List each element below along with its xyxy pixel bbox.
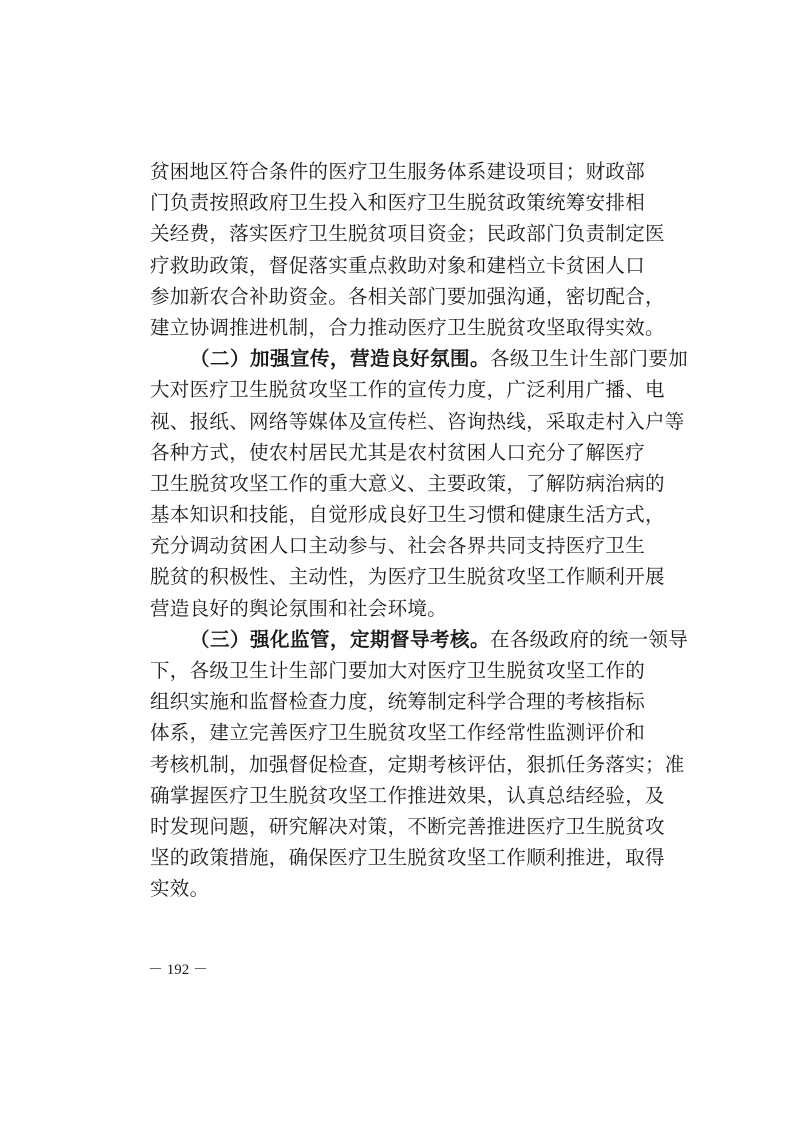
paragraph-3-first-line: [150, 624, 689, 655]
paragraph-3-line: 实效。: [150, 877, 210, 901]
page-body: [150, 156, 689, 905]
paragraph-2-line: 充分调动贫困人口主动参与、社会各界共同支持医疗卫生: [150, 534, 646, 558]
paragraph-3-line: 时发现问题，研究解决对策，不断完善推进医疗卫生脱贫攻: [150, 814, 665, 838]
paragraph-3-line: 体系，建立完善医疗卫生脱贫攻坚工作经常性监测评价和: [150, 721, 646, 745]
paragraph-3-line: 坚的政策措施，确保医疗卫生脱贫攻坚工作顺利推进，取得: [150, 846, 665, 870]
paragraph-2-line: 脱贫的积极性、主动性，为医疗卫生脱贫攻坚工作顺利开展: [150, 565, 665, 589]
paragraph-1-line: 建立协调推进机制，合力推动医疗卫生脱贫攻坚取得实效。: [150, 315, 665, 339]
page-number: － 192 －: [148, 962, 209, 978]
section-heading-3: （三）强化监管，定期督导考核。: [190, 627, 491, 651]
paragraph-2-line: 卫生脱贫攻坚工作的重大意义、主要政策，了解防病治病的: [150, 471, 665, 495]
paragraph-1-line: 关经费，落实医疗卫生脱贫项目资金；民政部门负责制定医: [150, 222, 665, 246]
paragraph-2-line: 视、报纸、网络等媒体及宣传栏、咨询热线，采取走村入户等: [150, 409, 685, 433]
paragraph-2-first-line-text: 各级卫生计生部门要加: [490, 347, 689, 371]
paragraph-2-line: 大对医疗卫生脱贫攻坚工作的宣传力度，广泛利用广播、电: [150, 378, 665, 402]
paragraph-2-line: 各种方式，使农村居民尤其是农村贫困人口充分了解医疗: [150, 440, 646, 464]
paragraph-1-line: 疗救助政策，督促落实重点救助对象和建档立卡贫困人口: [150, 253, 646, 277]
paragraph-2-line: 基本知识和技能，自觉形成良好卫生习惯和健康生活方式，: [150, 503, 665, 527]
paragraph-1: [150, 156, 665, 343]
paragraph-1-line: 门负责按照政府卫生投入和医疗卫生脱贫政策统筹安排相: [150, 191, 646, 215]
paragraph-1-line: 贫困地区符合条件的医疗卫生服务体系建设项目；财政部: [150, 160, 646, 183]
paragraph-3-line: 下，各级卫生计生部门要加大对医疗卫生脱贫攻坚工作的: [150, 659, 646, 682]
paragraph-2-line: 营造良好的舆论氛围和社会环境。: [150, 596, 448, 620]
paragraph-3-line: 考核机制，加强督促检查，定期考核评估，狠抓任务落实；准: [150, 752, 685, 776]
paragraph-3-first-line-text: 在各级政府的统一领导: [490, 627, 689, 651]
section-heading-2: （二）加强宣传，营造良好氛围。: [190, 347, 491, 371]
paragraph-2: [150, 343, 689, 624]
paragraph-3-line: 组织实施和监督检查力度，统筹制定科学合理的考核指标: [150, 690, 646, 714]
paragraph-1-line: 参加新农合补助资金。各相关部门要加强沟通，密切配合，: [150, 284, 665, 308]
paragraph-3: [150, 624, 689, 905]
paragraph-3-line: 确掌握医疗卫生脱贫攻坚工作推进效果，认真总结经验，及: [150, 783, 665, 807]
paragraph-2-first-line: [150, 343, 689, 374]
